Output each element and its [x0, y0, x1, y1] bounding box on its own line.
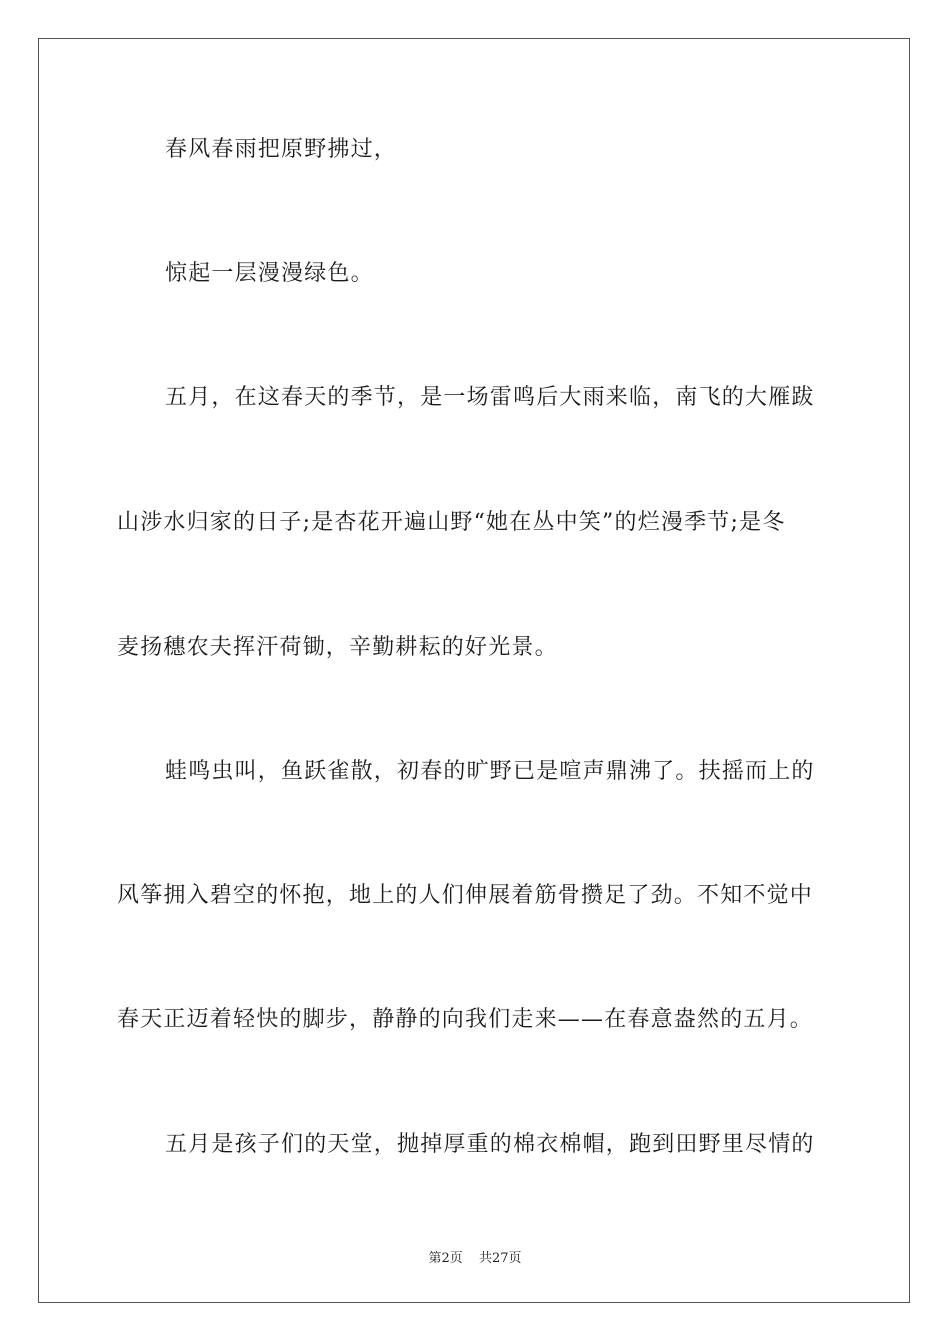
text-line: 惊起一层漫漫绿色。: [165, 261, 374, 286]
page-footer: [0, 1247, 950, 1266]
page-border: [38, 38, 910, 1303]
text-line: 五月是孩子们的天堂，抛掉厚重的棉衣棉帽，跑到田野里尽情的: [165, 1132, 815, 1157]
page-total: 共27页: [478, 1251, 522, 1266]
text-line: 麦扬穗农夫挥汗荷锄，辛勤耕耘的好光景。: [117, 635, 558, 660]
text-line: 风筝拥入碧空的怀抱，地上的人们伸展着筋骨攒足了劲。不知不觉中: [117, 883, 814, 908]
text-line: 山涉水归家的日子;是杏花开遍山野“她在丛中笑”的烂漫季节;是冬: [117, 510, 786, 535]
text-line: 春风春雨把原野拂过，: [165, 137, 398, 162]
text-line: 蛙鸣虫叫，鱼跃雀散，初春的旷野已是喧声鼎沸了。扶摇而上的: [165, 759, 815, 784]
text-line: 五月，在这春天的季节，是一场雷鸣后大雨来临，南飞的大雁跋: [165, 385, 815, 410]
page-number: 第2页: [428, 1251, 463, 1266]
text-line: 春天正迈着轻快的脚步，静静的向我们走来——在春意盎然的五月。: [117, 1007, 814, 1032]
